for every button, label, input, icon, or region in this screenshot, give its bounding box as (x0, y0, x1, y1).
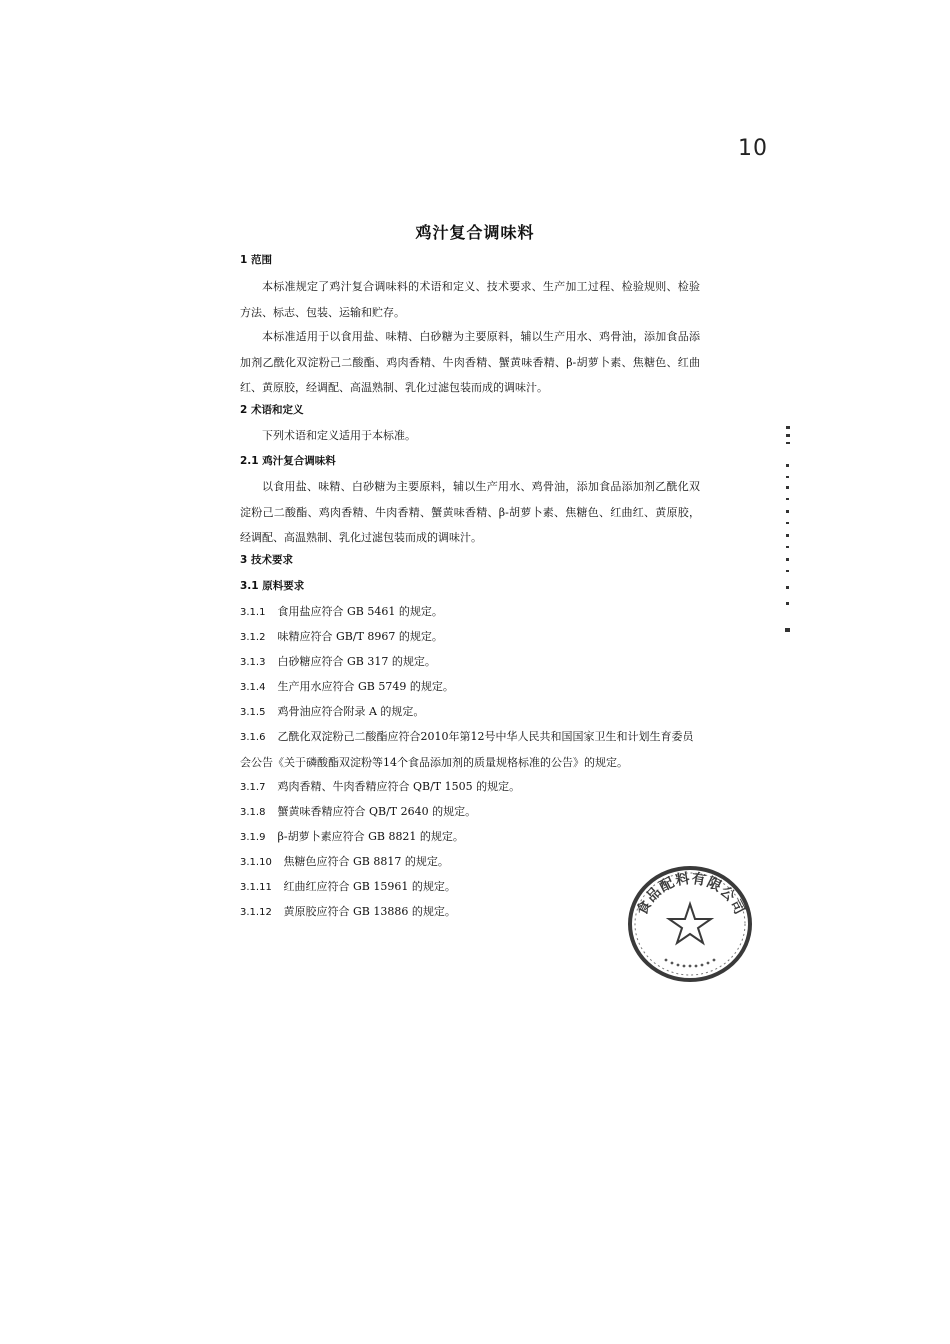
clause-text: 味精应符合 GB/T 8967 的规定。 (277, 630, 443, 643)
clause-number: 3.1.1 (240, 607, 266, 618)
page-number: 10 (738, 136, 768, 161)
section-1-paragraph-2: 本标准适用于以食用盐、味精、白砂糖为主要原料，辅以生产用水、鸡骨油，添加食品添加剂乙酰化双淀粉己二酸酯、鸡肉香精、牛肉香精、蟹黄味香精、β-胡萝卜素、焦糖色、红曲红、黄原胶，经调配、高温熟制、乳化过滤包装而成的调味汁。 (240, 330, 700, 394)
clause-number: 3.1.6 (240, 732, 266, 743)
clause-number: 3.1.9 (240, 832, 266, 843)
clause-number: 3.1.7 (240, 782, 266, 793)
clause-3-1-7 (240, 774, 700, 800)
clause-number: 3.1.12 (240, 907, 272, 918)
clause-number: 3.1.5 (240, 707, 266, 718)
clause-text: 蟹黄味香精应符合 QB/T 2640 的规定。 (277, 805, 477, 818)
clause-number: 3.1.2 (240, 632, 266, 643)
section-3-heading: 3 技术要求 (240, 554, 293, 566)
section-1-heading: 1 范围 (240, 254, 272, 266)
clause-number: 3.1.8 (240, 807, 266, 818)
section-2-1-heading: 2.1 鸡汁复合调味料 (240, 455, 336, 467)
clause-3-1-3 (240, 649, 700, 675)
svg-text:食品配料有限公司 (633, 870, 748, 918)
clause-3-1-8 (240, 799, 700, 825)
clause-3-1-5 (240, 699, 700, 725)
seal-text: 食品配料有限公司 (634, 870, 748, 918)
clause-text: 白砂糖应符合 GB 317 的规定。 (277, 655, 436, 668)
clause-3-1-1 (240, 599, 700, 625)
clause-text: 食用盐应符合 GB 5461 的规定。 (277, 605, 443, 618)
clause-text: 生产用水应符合 GB 5749 的规定。 (277, 680, 454, 693)
binding-marks-icon (783, 426, 793, 636)
clause-3-1-9 (240, 824, 700, 850)
clause-3-1-4 (240, 674, 700, 700)
clause-number: 3.1.11 (240, 882, 272, 893)
clause-3-1-6 (240, 724, 700, 775)
clause-text: 黄原胶应符合 GB 13886 的规定。 (283, 905, 456, 918)
section-2-paragraph-1: 下列术语和定义适用于本标准。 (262, 429, 416, 442)
clause-text: β-胡萝卜素应符合 GB 8821 的规定。 (277, 830, 464, 843)
clause-number: 3.1.10 (240, 857, 272, 868)
clause-number: 3.1.4 (240, 682, 266, 693)
clause-number: 3.1.3 (240, 657, 266, 668)
clause-text: 鸡肉香精、牛肉香精应符合 QB/T 1505 的规定。 (277, 780, 521, 793)
clause-text: 焦糖色应符合 GB 8817 的规定。 (283, 855, 449, 868)
section-2-heading: 2 术语和定义 (240, 404, 304, 416)
section-1-paragraph-1: 本标准规定了鸡汁复合调味料的术语和定义、技术要求、生产加工过程、检验规则、检验方法、标志、包装、运输和贮存。 (240, 280, 700, 319)
company-seal-icon (624, 862, 756, 986)
clause-text: 乙酰化双淀粉己二酸酯应符合2010年第12号中华人民共和国国家卫生和计划生育委员会公告《关于磷酸酯双淀粉等14个食品添加剂的质量规格标准的公告》的规定。 (240, 730, 694, 769)
document-title: 鸡汁复合调味料 (415, 223, 535, 242)
clause-3-1-2 (240, 624, 700, 650)
clause-text: 鸡骨油应符合附录 A 的规定。 (277, 705, 425, 718)
section-2-1-paragraph: 以食用盐、味精、白砂糖为主要原料，辅以生产用水、鸡骨油，添加食品添加剂乙酰化双淀粉己二酸酯、鸡肉香精、牛肉香精、蟹黄味香精、β-胡萝卜素、焦糖色、红曲红、黄原胶，经调配、高温熟制、乳化过滤包装而成的调味汁。 (240, 480, 700, 544)
clause-text: 红曲红应符合 GB 15961 的规定。 (283, 880, 456, 893)
section-3-1-heading: 3.1 原料要求 (240, 580, 305, 592)
